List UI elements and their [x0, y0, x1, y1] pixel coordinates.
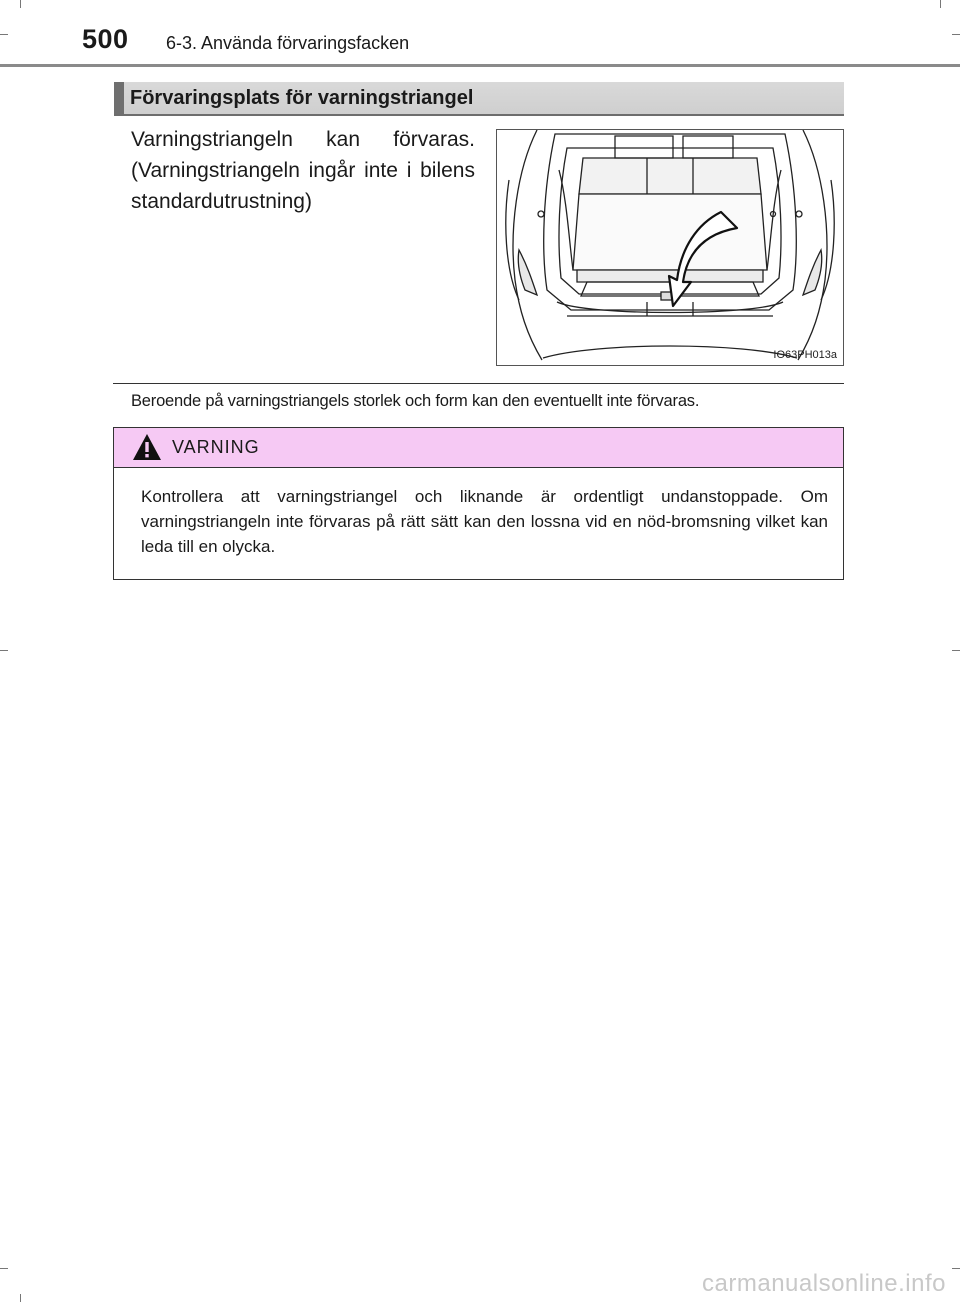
warning-box	[113, 427, 844, 580]
crop-mark	[20, 1294, 21, 1302]
crop-mark	[952, 1268, 960, 1269]
warning-title: VARNING	[172, 437, 260, 457]
watermark: carmanualsonline.info	[702, 1270, 946, 1297]
intro-paragraph: Varningstriangeln kan förvaras. (Varningstriangeln ingår inte i bilens standardutrustning)	[131, 128, 475, 213]
crop-mark	[940, 0, 941, 8]
section-heading-text: Förvaringsplats för varningstriangel	[130, 87, 474, 109]
crop-mark	[0, 650, 8, 651]
note-paragraph: Beroende på varningstriangels storlek och form kan den eventuellt inte förvaras.	[131, 392, 700, 410]
crop-mark	[20, 0, 21, 8]
warning-body: Kontrollera att varningstriangel och liknande är ordentligt undanstoppade. Om varningstriangeln inte förvaras på rätt sätt kan den lossna vid en nöd-bromsning vilket kan leda till en olycka.	[141, 487, 828, 556]
figure-code: IO63PH013a	[773, 349, 837, 361]
cargo-area-illustration	[496, 129, 844, 366]
cargo-area-drawing	[497, 130, 843, 365]
header-divider	[0, 64, 960, 67]
section-heading	[114, 82, 844, 116]
crop-mark	[952, 650, 960, 651]
warning-header	[114, 428, 843, 468]
heading-accent-bar	[114, 82, 124, 114]
page-number: 500	[82, 24, 129, 54]
chapter-title: 6-3. Använda förvaringsfacken	[166, 33, 410, 53]
crop-mark	[0, 1268, 8, 1269]
note-divider	[113, 383, 844, 384]
warning-triangle-icon	[132, 433, 162, 461]
crop-mark	[0, 34, 8, 35]
crop-mark	[952, 34, 960, 35]
